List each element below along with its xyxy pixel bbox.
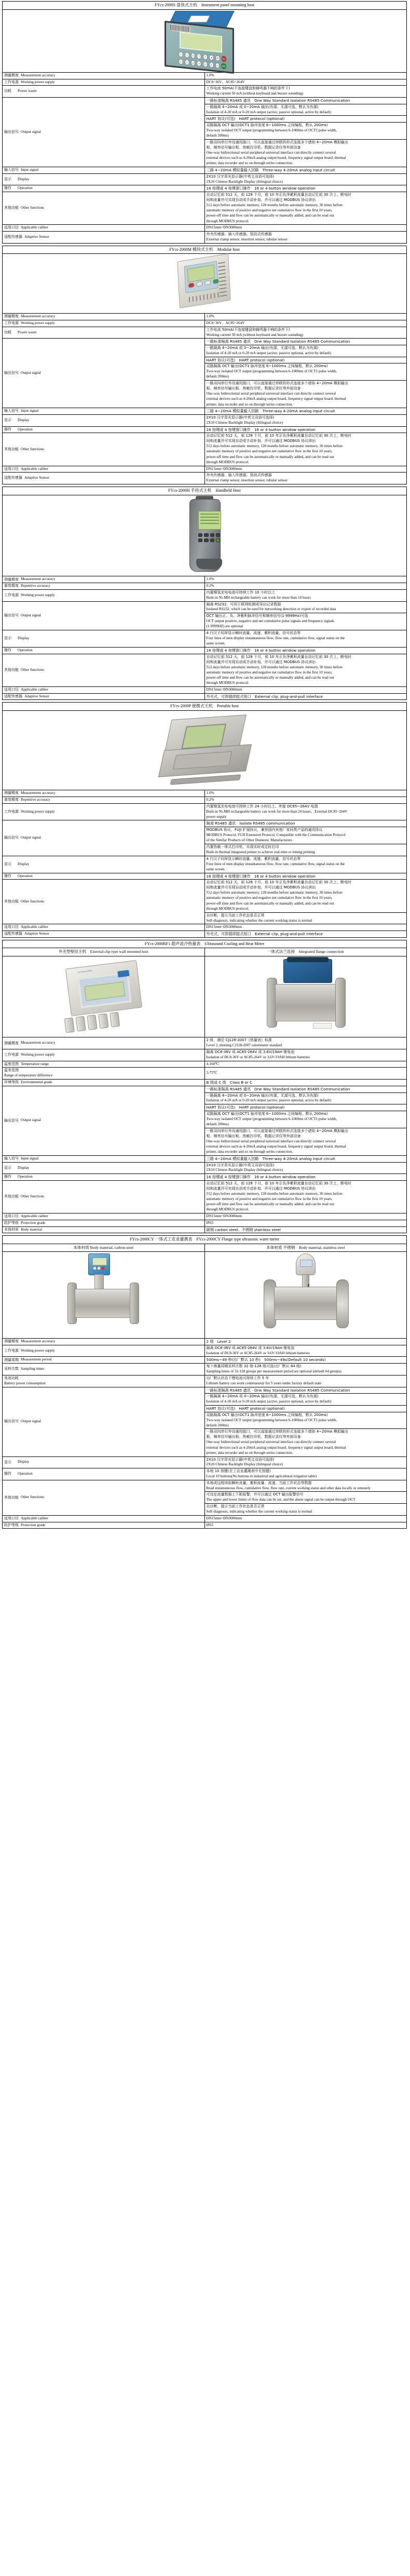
value-output-oct: 双路隔离 OCT 输出(OCT1 脉冲宽度 6~1000ms 之间编程，默认 200ms) Two-way isolated OCT output (programming between 6-1000ms of OCT1 pulse width, default 200ms)	[204, 1111, 407, 1128]
row-power-waste	[3, 86, 407, 98]
section-title-row	[3, 2, 407, 10]
value-measurement-accuracy: 1.0%	[204, 314, 407, 320]
row-display	[3, 1456, 407, 1468]
panel-host-illustration: 1 1 0 7 7 ◄ ✲ ESC 0 2 4 0 0 9 ✓ ENT	[159, 11, 250, 69]
row-working-power-supply	[3, 79, 407, 86]
row-output-signal-rs485	[3, 97, 407, 104]
section-title: FYcs-2000P 便携式主机 Portable host	[3, 703, 407, 711]
label-display: 显示 Display	[3, 630, 205, 648]
row-operation	[3, 185, 407, 192]
row-display	[3, 856, 407, 873]
section-subtitle-row	[3, 1244, 407, 1252]
value-output-rs232: 隔离 RS232，可用于联网检测或导出记录数据 Isolated RS232, which can be used for networking detection or export of recorded data	[204, 601, 407, 613]
value-operation: 16 按键或 4 按键窗口操作 16 or 4 button window operation	[204, 873, 407, 880]
value-display: 2X10 汉字背光显示器(中英文双语可选择) 2X10 Chinese Backlight Display (bilingual choice)	[204, 1162, 407, 1174]
label-applicable-caliber: 适用口径 Applicable caliber	[3, 924, 205, 931]
label-display: 显示 Display	[3, 856, 205, 873]
value-other-functions: 自动记忆前 512 天，前 128 个月，前 10 年正负净累积流量自动记忆前 30 次上、断电时 间和流量并可实现自动或手动补加，并可以通过 MODBUS 协议读出 512 days before automatic memory, 128 months before automatic memory, 30 times before automatic memory of positive and negative net cumulative flow in the first 10 years, power-off time and flow can be automatically or manually added, and can be read out through MODBUS protocol.	[204, 880, 407, 912]
label-battery-power-consumption: 电池功耗 Battery power consumption	[3, 1375, 205, 1387]
label-input-signal: 输入信号 Input signal	[3, 1155, 205, 1162]
label-body-material: 本体材质 Body material	[3, 1226, 205, 1233]
value-other-functions: 自动记忆前 512 天，前 128 个月，前 10 年正负净累积流量自动记忆前 30 次上、断电时 间和流量并可实现自动或手动补加，并可以通过 MODBUS 协议读出 512 days before automatic memory, 128 months before automatic memory, 30 times before automatic memory of positive and negative net cumulative flow in the first 10 years, power-off time and flow can be automatically or manually added, and can be read out through MODBUS protocol.	[204, 192, 407, 224]
section-title-row	[3, 246, 407, 254]
value-battery-power-consumption: 出厂默认状态下锂电池可持续工作 5 年 Lithium battery can work continuously for 5 years under factory default state	[204, 1375, 407, 1387]
row-operation	[3, 1174, 407, 1181]
row-protection-grade	[3, 1522, 407, 1529]
value-applicable-caliber: DN15mm~DN3000mm	[204, 1515, 407, 1522]
product-photo-cell	[3, 711, 407, 790]
value-output-420ma: 一路隔离 4~20mA 或 0~20mA 输出(有源、无源可选、默认为有源) Isolation of 4-20 mA or 0-20 mA output (active, passive optional, active by default)	[204, 104, 407, 116]
subtitle-left: 本体材质 Body material, carbon steel	[3, 1244, 205, 1252]
row-applicable-caliber	[3, 466, 407, 473]
value-adaptive-sensor: 外夹式，可即插即拔式接口 External clip, plug-and-pull interface	[204, 930, 407, 937]
value-measurement-accuracy: 2 级，满足 CJ128-2007《热量表》标准 Level 2, meeting CJ128-2007 calorimeter standard	[204, 1037, 407, 1049]
value-other-functions-2: 可设定流量数据上下限报警，并可以通过 OCT 输出报警信号 The upper and lower limits of flow data can be set, and the alarm signal can be output through OCT	[204, 1492, 407, 1504]
row-other-functions	[3, 880, 407, 912]
row-other-functions	[3, 654, 407, 686]
value-output-serial: 一路双向串行外设通用接口，可以直接通过串联的形式连接多个诸如 4~20mA 模拟输出 板、频率信号输出板、热敏打印机、数据记录仪等外部设备 One-way bidirectional serial peripheral universal interface can directly connect several external devices such as 4-20mA analog output board, frequency signal output board, thermal printer, data recorder and so on through series connection.	[204, 139, 407, 167]
section-fycs-2000s	[2, 1, 407, 244]
value-display: 2X10 汉字背光显示器(中英文双语可选择) 2X10 Chinese Backlight Display (bilingual choice)	[204, 173, 407, 185]
value-output-rs485: 一路标准隔离 RS485 通讯 One Way Standard Isolation RS485 Communication	[204, 339, 407, 345]
value-other-functions-1: 本地或远程读取瞬时流量、累积流量、流速、当前工作状态等数据 Read instantaneous flow, cumulative flow, flow rate, current working status and other data locally or remotely	[204, 1480, 407, 1492]
value-output-420ma: 一路隔离 4~20mA 或 0~20mA 输出(有源、无源可选、默认为有源) Isolation of 4-20 mA or 0-20 mA output (active, passive optional, active by default)	[204, 345, 407, 357]
value-applicable-caliber: DN15mm~DN3000mm	[204, 225, 407, 232]
value-protection-grade: IP65	[204, 1522, 407, 1529]
value-temperature-range: 4-160℃	[204, 1061, 407, 1068]
label-operation: 操作 Operation	[3, 426, 205, 433]
product-photo-cell	[3, 495, 407, 576]
value-sampling-times: 每个测量周期采样次数 32 组-128 组可选(出厂默认 64 组) Sampling times of 32-128 groups per measurement period are optional (default 64 groups)	[204, 1364, 407, 1375]
value-measurement-accuracy: 2 级 Level 2	[204, 1339, 407, 1345]
row-measurement-accuracy	[3, 1339, 407, 1345]
value-operation: 16 按键或 4 按键窗口操作 16 or 4 button window operation	[204, 185, 407, 192]
row-output-signal-rs485	[3, 339, 407, 345]
label-measurement-accuracy: 测量精度 Measurement accuracy	[3, 1037, 205, 1049]
value-repetitive-accuracy: 0.2%	[204, 583, 407, 590]
value-output-oct: 双路隔离 OCT 输出(OCT1 脉冲宽度 6~1000ms 之间编程，默认 200ms) Two-way isolated OCT output (programming between 6-1000ms of OCT1 pulse width, default 200ms)	[204, 1412, 407, 1429]
label-measurement-period: 测量周期 Measurement period	[3, 1357, 205, 1364]
section-photo-row	[3, 495, 407, 576]
label-other-functions: 其他功能 Other functions	[3, 880, 205, 924]
row-applicable-caliber	[3, 686, 407, 693]
section-fycs-2000h	[2, 487, 407, 700]
carbon-steel-meter-illustration	[54, 1252, 153, 1336]
row-output-signal-rs485	[3, 1387, 407, 1394]
label-adaptive-sensor: 适配传感器 Adaptive Sensor	[3, 930, 205, 937]
label-environmental-grade: 环境等级 Environmental grade	[3, 1080, 205, 1086]
value-output-oct: 双路隔离 OCT 输出(OCT1 脉冲宽度 6~1000ms 之间编程，默认 200ms) Two-way isolated OCT output (programming between 6-1000ms of OCT1 pulse width, default 200ms)	[204, 122, 407, 139]
row-output-rs485	[3, 820, 407, 827]
label-measurement-accuracy: 测量精度 Measurement accuracy	[3, 314, 205, 320]
value-output-rs485: 隔离 RS485 通讯 Isolate RS485 communication	[204, 820, 407, 827]
label-output-signal: 输出信号 Output signal	[3, 339, 205, 408]
row-measurement-period	[3, 1357, 407, 1364]
row-display	[3, 173, 407, 185]
value-applicable-caliber: DN15mm~DN3000mm	[204, 466, 407, 473]
row-operation	[3, 647, 407, 654]
row-input-signal	[3, 1155, 407, 1162]
label-temperature-difference: 温差范围 Range of temperature difference	[3, 1068, 205, 1080]
value-output-modbus: MODBUS 协议，FUJI 扩展协议，兼容国内其他厂家同类产品的通讯协议 MODBUS Protocol, FUJI Extension Protocol, Compatible with the Communication Protocol of the Similar Products of Other Domestic Manufacturers	[204, 827, 407, 844]
subtitle-left: 外夹型壁挂主机 External clip type wall mounted host	[3, 948, 205, 956]
label-output-signal: 输出信号 Output signal	[3, 97, 205, 167]
label-working-power-supply: 工作电源 Working power supply	[3, 1345, 205, 1357]
row-sampling-times	[3, 1364, 407, 1375]
row-adaptive-sensor	[3, 930, 407, 937]
section-fycs-2000p	[2, 702, 407, 937]
value-operation: 16 按键或 4 按键窗口操作 16 or 4 button window operation	[204, 647, 407, 654]
section-title: FYcs-2000CY 一体式工农业灌溉表 FYcs-2000CY Flange type ultrasonic water meter	[3, 1236, 407, 1244]
product-photo-cell-left	[3, 956, 205, 1037]
value-measurement-accuracy: 1.0%	[204, 72, 407, 79]
product-photo-cell-left	[3, 1252, 205, 1339]
label-working-power-supply: 工作电源 Working power supply	[3, 1049, 205, 1061]
value-temperature-difference: 3-75℃	[204, 1068, 407, 1080]
label-repetitive-accuracy: 重复精度 Repetitive accuracy	[3, 797, 205, 803]
row-measurement-accuracy	[3, 72, 407, 79]
value-operation: 16 按键或 4 按键窗口操作 16 or 4 button window operation	[204, 426, 407, 433]
value-measurement-accuracy: 1.0%	[204, 576, 407, 583]
row-input-signal	[3, 167, 407, 173]
section-title: FYcs-2000H 手持式主机 Handheld Host	[3, 487, 407, 495]
value-adaptive-sensor: 外夹式，可即插即拔式接口 External clip, plug-and-pull interface	[204, 693, 407, 700]
section-photo-row	[3, 711, 407, 790]
label-measurement-accuracy: 测量精度 Measurement accuracy	[3, 1339, 205, 1345]
section-title: FYcs-2000S 盘装式主机 Instrument panel mounting host	[3, 2, 407, 10]
label-sampling-times: 采样次数 Sampling times	[3, 1364, 205, 1375]
label-working-power-supply: 工作电源 Working power supply	[3, 803, 205, 820]
label-protection-grade: 防护等级 Protection grade	[3, 1522, 205, 1529]
label-power-waste: 功耗 Power waste	[3, 86, 205, 98]
section-photo-row	[3, 9, 407, 72]
label-working-power-supply: 工作电源 Working power supply	[3, 589, 205, 601]
row-environmental-grade	[3, 1080, 407, 1086]
modular-host-illustration	[171, 254, 238, 311]
value-other-functions: 自动记忆前 512 天，前 128 个月，前 10 年正负净累积流量自动记忆前 30 次上、断电时 间和流量并可实现自动或手动补加，并可以通过 MODBUS 协议读出 512 days before automatic memory, 128 months before automatic memory, 30 times before automatic memory of positive and negative net cumulative flow in the first 10 years, power-off time and flow can be automatically or manually added, and can be read out through MODBUS protocol.	[204, 654, 407, 686]
row-adaptive-sensor	[3, 231, 407, 243]
section-subtitle-row	[3, 948, 407, 956]
label-protection-grade: 防护等级 Protection grade	[3, 1220, 205, 1226]
value-other-functions: 自动记忆前 512 天，前 128 个月，前 10 年正负净累积流量自动记忆前 30 次上、断电时 间和流量并可实现自动或手动补加，并可以通过 MODBUS 协议读出 512 days before automatic memory, 128 months before automatic memory, 30 times before automatic memory of positive and negative net cumulative flow in the first 10 years, power-off time and flow can be automatically or manually added, and can be read out through MODBUS protocol.	[204, 1180, 407, 1213]
value-operation: 16 按键或 4 按键窗口操作 16 or 4 button window operation	[204, 1174, 407, 1181]
row-applicable-caliber	[3, 1213, 407, 1220]
value-input-signal: 三路 4~20mA 模拟量输入回路 Three-way 4-20mA analog input circuit	[204, 167, 407, 173]
label-adaptive-sensor: 适配传感器 Adaptive Sensor	[3, 693, 205, 700]
row-output-signal-rs485	[3, 1086, 407, 1093]
label-repetitive-accuracy: 重复精度 Repetitive accuracy	[3, 583, 205, 590]
label-working-power-supply: 工作电源 Working power supply	[3, 79, 205, 86]
value-output-printer: 内置热敏一体式打印机，实现实时或定时打印 Built-in thermal integrated printer to achieve real-time or timing printing	[204, 844, 407, 856]
value-operation: 本地 10 按键(在工农业灌溉表中无按键) Local 10 buttons(No buttons in industrial and agricultural irrigation table)	[204, 1468, 407, 1480]
row-display	[3, 414, 407, 426]
label-input-signal: 输入信号 Input signal	[3, 167, 205, 173]
label-other-functions: 其他功能 Other functions	[3, 1180, 205, 1213]
label-applicable-caliber: 适用口径 Applicable caliber	[3, 466, 205, 473]
value-output-serial: 一路双向串行外设通用接口，可以直接通过串联的形式连接多个诸如 4~20mA 模拟输出 板、频率信号输出板、热敏打印机、数据记录仪等外部设备 One-way bidirectional serial peripheral universal interface can directly connect several external devices such as 4-20mA analog output board, frequency signal output board, thermal printer, data recorder and so on through series connection.	[204, 1429, 407, 1456]
value-display: 2X10 汉字背光显示器(中英文双语可选择) 2X10 Chinese Backlight Display (bilingual choice)	[204, 1456, 407, 1468]
label-output-signal: 输出信号 Output signal	[3, 1086, 205, 1155]
label-measurement-accuracy: 测量精度 Measurement accuracy	[3, 576, 205, 583]
product-photo-cell-right	[204, 956, 407, 1037]
label-measurement-accuracy: 测量精度 Measurement accuracy	[3, 790, 205, 797]
row-measurement-accuracy	[3, 1037, 407, 1049]
subtitle-right: 本体材质 不锈钢 Body material, stainless steel	[204, 1244, 407, 1252]
row-adaptive-sensor	[3, 693, 407, 700]
label-input-signal: 输入信号 Input signal	[3, 408, 205, 415]
section-title-row	[3, 1236, 407, 1244]
label-display: 显示 Display	[3, 1456, 205, 1468]
label-output-signal: 输出信号 Output signal	[3, 1387, 205, 1456]
value-other-functions-3: 自诊断，提示当前工作状态是否正常 Self-diagnosis, indicating whether the current working status is normal	[204, 1504, 407, 1516]
subtitle-right: 一体式法兰连接 Integrated flange connection	[204, 948, 407, 956]
value-power-waste: 工作电流 50mA(不连接键盘和蜂鸣器不响的条件下) Working current 50 mA (without keyboard and buzzer sounding)	[204, 327, 407, 339]
wall-mounted-host-illustration: ULTRASONIC	[57, 957, 150, 1035]
section-title-row	[3, 487, 407, 495]
label-applicable-caliber: 适用口径 Applicable caliber	[3, 1515, 205, 1522]
row-working-power-supply	[3, 1345, 407, 1357]
value-input-signal: 三路 4~20mA 模拟量输入回路 Three-way 4-20mA analog input circuit	[204, 408, 407, 415]
row-power-waste	[3, 327, 407, 339]
value-adaptive-sensor: 外夹传感器、插入传感器、管段式传感器 External clamp sensor, insertion sensor, tubular sensor	[204, 473, 407, 484]
label-operation: 操作 Operation	[3, 1468, 205, 1480]
label-applicable-caliber: 适用口径 Applicable caliber	[3, 686, 205, 693]
label-applicable-caliber: 适用口径 Applicable caliber	[3, 1213, 205, 1220]
row-input-signal	[3, 408, 407, 415]
section-title: FYcs-2000RF1 超声波冷热量表 Ultrasound Cooling and Heat Meter	[3, 940, 407, 948]
row-working-power-supply	[3, 803, 407, 820]
row-operation	[3, 426, 407, 433]
row-repetitive-accuracy	[3, 583, 407, 590]
product-photo-cell	[3, 9, 407, 72]
value-applicable-caliber: DN15mm~DN3000mm	[204, 924, 407, 931]
value-body-material: 碳钢 carbon steel、不锈钢 stainless steel	[204, 1226, 407, 1233]
label-display: 显示 Display	[3, 414, 205, 426]
value-protection-grade: IP65	[204, 1220, 407, 1226]
product-photo-cell	[3, 254, 407, 314]
value-working-power-supply: DC8~36V、AC85~264V	[204, 79, 407, 86]
value-power-waste: 工作电流 50mA(不连接键盘和蜂鸣器不响的条件下) Working current 50 mA (without keyboard and buzzer sounding)	[204, 86, 407, 98]
row-display	[3, 1162, 407, 1174]
product-photo-cell-right	[204, 1252, 407, 1339]
section-photo-row	[3, 1252, 407, 1339]
row-operation	[3, 873, 407, 880]
label-operation: 操作 Operation	[3, 1174, 205, 1181]
value-output-420ma: 一路隔离 4~20mA 或 0~20mA 输出(有源、无源可选、默认为有源) Isolation of 4-20 mA or 0-20 mA output (active, passive optional, active by default)	[204, 1093, 407, 1104]
label-working-power-supply: 工作电源 Working power supply	[3, 320, 205, 327]
label-operation: 操作 Operation	[3, 647, 205, 654]
row-measurement-accuracy	[3, 576, 407, 583]
value-display: 2X10 汉字背光显示器(中英文双语可选择) 2X10 Chinese Backlight Display (bilingual choice)	[204, 414, 407, 426]
value-output-rs485: 一路标准隔离 RS485 通讯 One Way Standard Isolation RS485 Communication	[204, 1086, 407, 1093]
value-other-functions: 自动记忆前 512 天，前 128 个月，前 10 年正负净累积流量自动记忆前 30 次上、断电时 间和流量并可实现自动或手动补加，并可以通过 MODBUS 协议读出 512 days before automatic memory, 128 months before automatic memory, 30 times before automatic memory of positive and negative net cumulative flow in the first 10 years, power-off time and flow can be automatically or manually added, and can be read out through MODBUS protocol.	[204, 433, 407, 466]
row-repetitive-accuracy	[3, 797, 407, 803]
value-applicable-caliber: DN15mm~DN3000mm	[204, 1213, 407, 1220]
value-working-power-supply: 内置镍氢充电电池可持续工作 10 小时以上 Built-in Ni-MH rechargeable battery can work for more than 10 hours	[204, 589, 407, 601]
section-title-row	[3, 703, 407, 711]
value-output-hart: HART 协议(可选) HART protocol (optional)	[204, 1104, 407, 1111]
label-adaptive-sensor: 适配传感器 Adaptive Sensor	[3, 231, 205, 243]
value-applicable-caliber: DN15mm~DN3000mm	[204, 686, 407, 693]
label-display: 显示 Display	[3, 1162, 205, 1174]
label-output-signal: 输出信号 Output signal	[3, 601, 205, 630]
value-working-power-supply: 内置镍氢充电电池可持续工作 24 小时以上、外接 DC85~264V 电源 Built-in Ni-MH rechargeable battery can work for more than 24 hours、External DC85~264V power supply	[204, 803, 407, 820]
row-working-power-supply	[3, 589, 407, 601]
value-working-power-supply: 隔离 DC8-36V 或 AC85-264V 或 3.6V/19AH 锂电池 Isolation of DC8-36V or AC85-264V or 3.6V/19AH lithium batteries	[204, 1049, 407, 1061]
value-output-serial: 一路双向串行外设通用接口，可以直接通过串联的形式连接多个诸如 4~20mA 模拟输出 板、频率信号输出板、热敏打印机、数据记录仪等外部设备 One-way bidirectional serial peripheral universal interface can directly connect several external devices such as 4-20mA analog output board, frequency signal output board, thermal printer, data recorder and so on through series connection.	[204, 381, 407, 408]
value-working-power-supply: 隔离 DC8-36V 或 AC85-264V 或 3.6V/19AH 锂电池 Isolation of DC8-36V or AC85-264V or 3.6V/19AH lithium batteries	[204, 1345, 407, 1357]
row-battery-power-consumption	[3, 1375, 407, 1387]
row-body-material	[3, 1226, 407, 1233]
portable-host-illustration	[153, 715, 256, 784]
flange-meter-illustration	[256, 957, 355, 1035]
section-fycs-2000rf1	[2, 940, 407, 1234]
label-other-functions: 其他功能 Other functions	[3, 192, 205, 224]
value-output-hart: HART 协议(可选) HART protocol (optional)	[204, 357, 407, 363]
value-working-power-supply: DC8~36V、AC85~264V	[204, 320, 407, 327]
row-applicable-caliber	[3, 924, 407, 931]
value-output-hart: HART 协议(可选) HART protocol (optional)	[204, 1405, 407, 1412]
value-output-oct: OCT 输出正、负、净累积脉冲信号和频率信号(1-9999Hz)可选 OCT output positive, negative and net cumulative pulse signals and frequency signals (1-9999HZ) are optional	[204, 613, 407, 630]
label-operation: 操作 Operation	[3, 873, 205, 880]
section-fycs-2000m	[2, 246, 407, 484]
label-display: 显示 Display	[3, 173, 205, 185]
handheld-host-illustration	[185, 496, 224, 574]
value-output-serial: 一路双向串行外设通用接口，可以直接通过串联的形式连接多个诸如 4~20mA 模拟输出 板、频率信号输出板、热敏打印机、数据记录仪等外部设备 One-way bidirectional serial peripheral universal interface can directly connect several external devices such as 4-20mA analog output board, frequency signal output board, thermal printer, data recorder and so on through series connection.	[204, 1128, 407, 1155]
label-other-functions: 其他功能 Other functions	[3, 433, 205, 466]
row-protection-grade	[3, 1220, 407, 1226]
row-measurement-accuracy	[3, 314, 407, 320]
value-environmental-grade: B 级或 C 级 Class B or C	[204, 1080, 407, 1086]
row-measurement-accuracy	[3, 790, 407, 797]
section-title: FYcs-2000M 模块式主机 Modular host	[3, 246, 407, 254]
label-applicable-caliber: 适用口径 Applicable caliber	[3, 225, 205, 232]
row-other-functions	[3, 433, 407, 466]
row-working-power-supply	[3, 320, 407, 327]
row-working-power-supply	[3, 1049, 407, 1061]
value-measurement-accuracy: 1.0%	[204, 790, 407, 797]
section-fycs-2000cy	[2, 1235, 407, 1529]
value-repetitive-accuracy: 0.2%	[204, 797, 407, 803]
value-output-oct: 双路隔离 OCT 输出(OCT1 脉冲宽度 6~1000ms 之间编程，默认 200ms) Two-way isolated OCT output (programming between 6-1000ms of OCT1 pulse width, default 200ms)	[204, 363, 407, 381]
row-other-functions	[3, 1180, 407, 1213]
value-output-hart: HART 协议(可选) HART protocol (optional)	[204, 116, 407, 123]
value-display: 4 行汉子同屏显示瞬时流量、流速、累积流量、信号状态等 Four lines of men display instantaneous flow, flow rate, cumulative flow, signal status on the same screen.	[204, 856, 407, 873]
section-photo-row	[3, 956, 407, 1037]
row-applicable-caliber	[3, 1515, 407, 1522]
row-display	[3, 630, 407, 648]
label-operation: 操作 Operation	[3, 185, 205, 192]
value-output-rs485: 一路标准隔离 RS485 通讯 One Way Standard Isolation RS485 Communication	[204, 1387, 407, 1394]
row-output-rs232	[3, 601, 407, 613]
value-measurement-period: 500ms~49 秒(出厂默认 10 秒) 500ms~49s(Default 10 seconds)	[204, 1357, 407, 1364]
value-adaptive-sensor: 外夹传感器、插入传感器、管段式传感器 External clamp sensor, insertion sensor, tubular sensor	[204, 231, 407, 243]
value-output-rs485: 一路标准隔离 RS485 通讯 One Way Standard Isolation RS485 Communication	[204, 97, 407, 104]
label-other-functions: 其他功能 Other functions	[3, 1480, 205, 1515]
row-other-functions	[3, 192, 407, 224]
label-other-functions: 其他功能 Other functions	[3, 654, 205, 686]
section-photo-row	[3, 254, 407, 314]
row-adaptive-sensor	[3, 473, 407, 484]
row-operation	[3, 1468, 407, 1480]
value-output-420ma: 一路隔离 4~20mA 或 0~20mA 输出(有源、无源可选、默认为有源) Isolation of 4-20 mA or 0-20 mA output (active, passive optional, active by default)	[204, 1394, 407, 1406]
row-other-functions	[3, 1480, 407, 1492]
section-title-row	[3, 940, 407, 948]
value-input-signal: 三路 4~20mA 模拟量输入回路 Three-way 4-20mA analog input circuit	[204, 1155, 407, 1162]
row-temperature-range	[3, 1061, 407, 1068]
label-measurement-accuracy: 测量精度 Measurement accuracy	[3, 72, 205, 79]
label-adaptive-sensor: 适配传感器 Adaptive Sensor	[3, 473, 205, 484]
value-display: 4 行汉子同屏显示瞬时流量、流速、累积流量、信号状态等 Four lines of men display instantaneous flow, flow rate, cumulative flow, signal status on the same screen.	[204, 630, 407, 648]
label-output-signal: 输出信号 Output signal	[3, 820, 205, 856]
label-temperature-range: 温度范围 Temperature range	[3, 1061, 205, 1068]
value-self-diagnosis: 自诊断，提示当前工作状态是否正常 Self-diagnosis, indicating whether the current working status is normal	[204, 912, 407, 924]
stainless-steel-meter-illustration	[251, 1252, 360, 1336]
row-temperature-difference	[3, 1068, 407, 1080]
label-power-waste: 功耗 Power waste	[3, 327, 205, 339]
row-applicable-caliber	[3, 225, 407, 232]
